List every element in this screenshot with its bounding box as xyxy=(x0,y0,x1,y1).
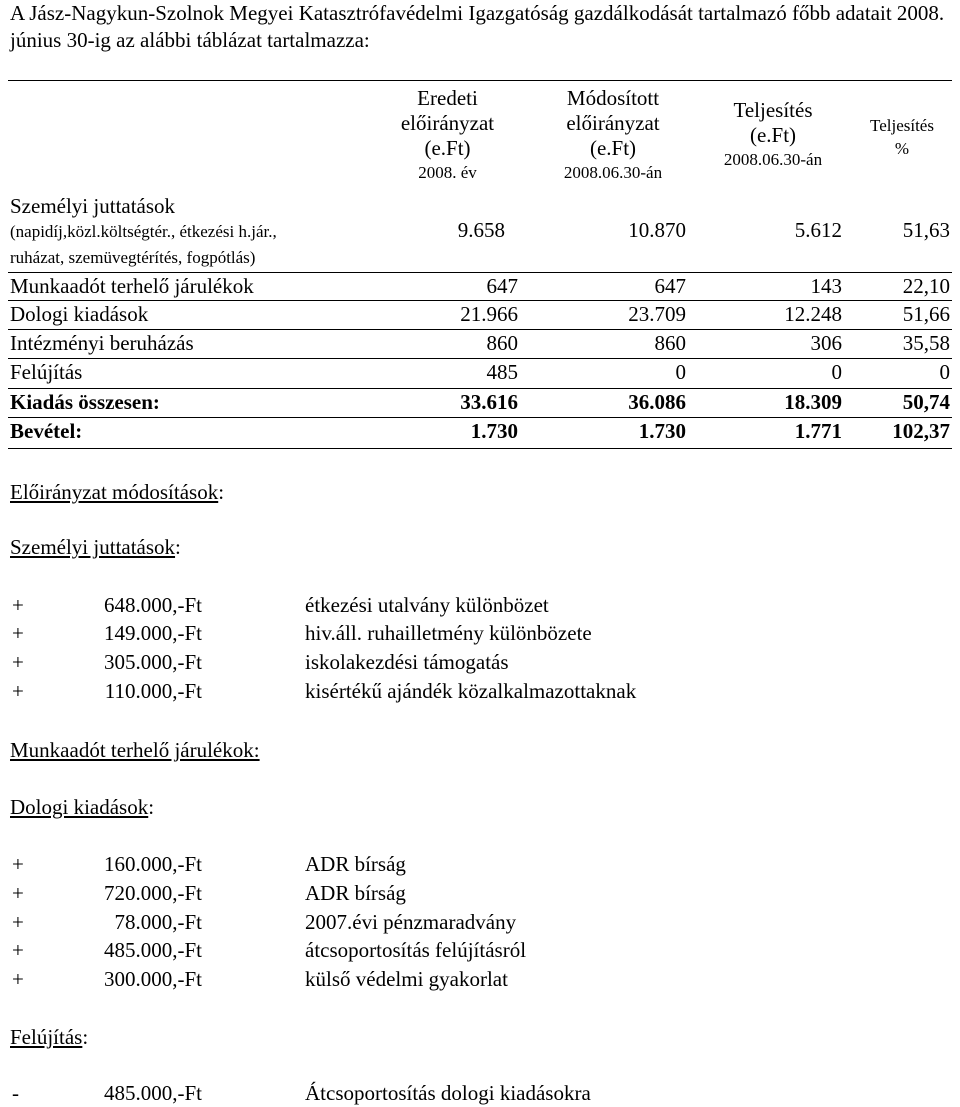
section-title-text: Előirányzat módosítások xyxy=(10,480,219,504)
section-title-text: Személyi juttatások xyxy=(10,535,176,559)
table-cell: 647 xyxy=(654,274,686,298)
description: ADR bírság xyxy=(305,852,406,876)
sign: + xyxy=(12,621,24,645)
section-title-employer: Munkaadót terhelő járulékok: xyxy=(10,738,260,762)
header-sub: Teljesítés xyxy=(870,116,934,135)
section-title-renovation xyxy=(10,1025,88,1050)
section-title-text: Dologi kiadások xyxy=(10,795,149,819)
row-label: Munkaadót terhelő járulékok xyxy=(10,274,254,298)
table-cell: 860 xyxy=(486,331,518,355)
intro-paragraph: A Jász-Nagykun-Szolnok Megyei Katasztrófavédelmi Igazgatóság gazdálkodását tartalmazó főbb adatait 2008. június 30-ig az alábbi táblázat tartalmazza: xyxy=(10,1,945,52)
table-cell: 143 xyxy=(810,274,842,298)
table-cell: 1.771 xyxy=(794,419,842,443)
row-separator xyxy=(8,329,952,330)
description: étkezési utalvány különbözet xyxy=(305,593,549,617)
table-cell: 485 xyxy=(486,360,518,384)
col-header-original xyxy=(380,86,515,184)
description: kisértékű ajándék közalkalmazottaknak xyxy=(305,679,637,703)
table-cell: 50,74 xyxy=(902,390,950,414)
table-cell: 1.730 xyxy=(638,419,686,443)
section-title-suffix: : xyxy=(148,795,155,819)
sign: + xyxy=(12,938,24,962)
sign: + xyxy=(12,679,24,703)
section-title-suffix: : xyxy=(218,480,225,504)
section-title-material xyxy=(10,795,154,820)
table-cell: 647 xyxy=(486,274,518,298)
header-line: előirányzat xyxy=(566,111,660,135)
row-label-personal: Személyi juttatások xyxy=(10,194,176,218)
row-label: Kiadás összesen: xyxy=(10,390,160,414)
table-cell: 33.616 xyxy=(460,390,518,414)
col-header-modified xyxy=(538,86,688,184)
row-separator xyxy=(8,272,952,273)
col-header-percent xyxy=(852,114,952,160)
section-title-personal xyxy=(10,535,181,560)
table-cell: 102,37 xyxy=(892,419,950,443)
table-cell: 22,10 xyxy=(902,274,950,298)
description: ADR bírság xyxy=(305,881,406,905)
header-line: Eredeti xyxy=(417,86,478,110)
table-cell: 12.248 xyxy=(784,302,842,326)
sign: + xyxy=(12,910,24,934)
sign: + xyxy=(12,967,24,991)
table-cell: 51,63 xyxy=(902,218,950,242)
row-separator xyxy=(8,358,952,359)
table-top-border xyxy=(8,80,952,81)
col-header-actual xyxy=(698,98,848,171)
amount: 485.000,-Ft xyxy=(103,1081,202,1105)
amount: 110.000,-Ft xyxy=(104,679,202,703)
header-sub: % xyxy=(894,139,910,158)
header-sub: 2008. év xyxy=(418,163,477,182)
row-label: Bevétel: xyxy=(10,419,83,443)
amount: 720.000,-Ft xyxy=(103,881,202,905)
header-line: előirányzat xyxy=(400,111,495,135)
table-cell: 51,66 xyxy=(902,302,950,326)
description: átcsoportosítás felújításról xyxy=(305,938,527,962)
amount: 160.000,-Ft xyxy=(103,852,202,876)
table-bottom-border xyxy=(8,448,952,449)
row-separator xyxy=(8,300,952,301)
section-title-text: Felújítás xyxy=(10,1025,83,1049)
table-cell: 21.966 xyxy=(460,302,518,326)
amount: 149.000,-Ft xyxy=(103,621,202,645)
row-label-personal-sub1: (napidíj,közl.költségtér., étkezési h.jár., xyxy=(10,222,277,241)
table-cell: 23.709 xyxy=(628,302,686,326)
row-label: Intézményi beruházás xyxy=(10,331,194,355)
description: 2007.évi pénzmaradvány xyxy=(305,910,517,934)
description: hiv.áll. ruhailletmény különbözete xyxy=(305,621,592,645)
sign: + xyxy=(12,593,24,617)
table-cell: 0 xyxy=(831,360,842,384)
sign: + xyxy=(12,852,24,876)
table-cell: 1.730 xyxy=(470,419,518,443)
table-cell: 36.086 xyxy=(628,390,686,414)
header-line: (e.Ft) xyxy=(589,136,637,160)
table-cell: 35,58 xyxy=(902,331,950,355)
row-separator xyxy=(8,417,952,418)
section-title-suffix: : xyxy=(82,1025,89,1049)
table-cell: 0 xyxy=(939,360,950,384)
sign: + xyxy=(12,650,24,674)
sign: + xyxy=(12,881,24,905)
amount: 300.000,-Ft xyxy=(103,967,202,991)
amount: 485.000,-Ft xyxy=(103,938,202,962)
row-label-personal-sub2: ruházat, szemüvegtérítés, fogpótlás) xyxy=(10,248,256,267)
header-line: (e.Ft) xyxy=(424,136,471,160)
amount: 648.000,-Ft xyxy=(103,593,202,617)
header-sub: 2008.06.30-án xyxy=(563,163,663,182)
amount: 305.000,-Ft xyxy=(103,650,202,674)
table-cell: 0 xyxy=(675,360,686,384)
table-cell: 10.870 xyxy=(628,218,686,242)
description: külső védelmi gyakorlat xyxy=(305,967,508,991)
table-cell: 5.612 xyxy=(794,218,842,242)
header-line: Teljesítés xyxy=(733,98,813,122)
row-label: Felújítás xyxy=(10,360,83,384)
table-cell: 306 xyxy=(810,331,842,355)
section-title-suffix: : xyxy=(175,535,181,559)
header-line: (e.Ft) xyxy=(749,123,797,147)
header-sub: 2008.06.30-án xyxy=(723,150,823,169)
row-separator xyxy=(8,388,952,389)
table-cell: 9.658 xyxy=(457,218,505,242)
row-label: Dologi kiadások xyxy=(10,302,149,326)
table-cell: 18.309 xyxy=(784,390,842,414)
table-cell: 860 xyxy=(654,331,686,355)
description: iskolakezdési támogatás xyxy=(305,650,509,674)
header-line: Módosított xyxy=(566,86,660,110)
section-title-modifications xyxy=(10,480,224,505)
amount: 78.000,-Ft xyxy=(114,910,202,934)
sign: - xyxy=(12,1081,19,1105)
description: Átcsoportosítás dologi kiadásokra xyxy=(305,1081,591,1105)
